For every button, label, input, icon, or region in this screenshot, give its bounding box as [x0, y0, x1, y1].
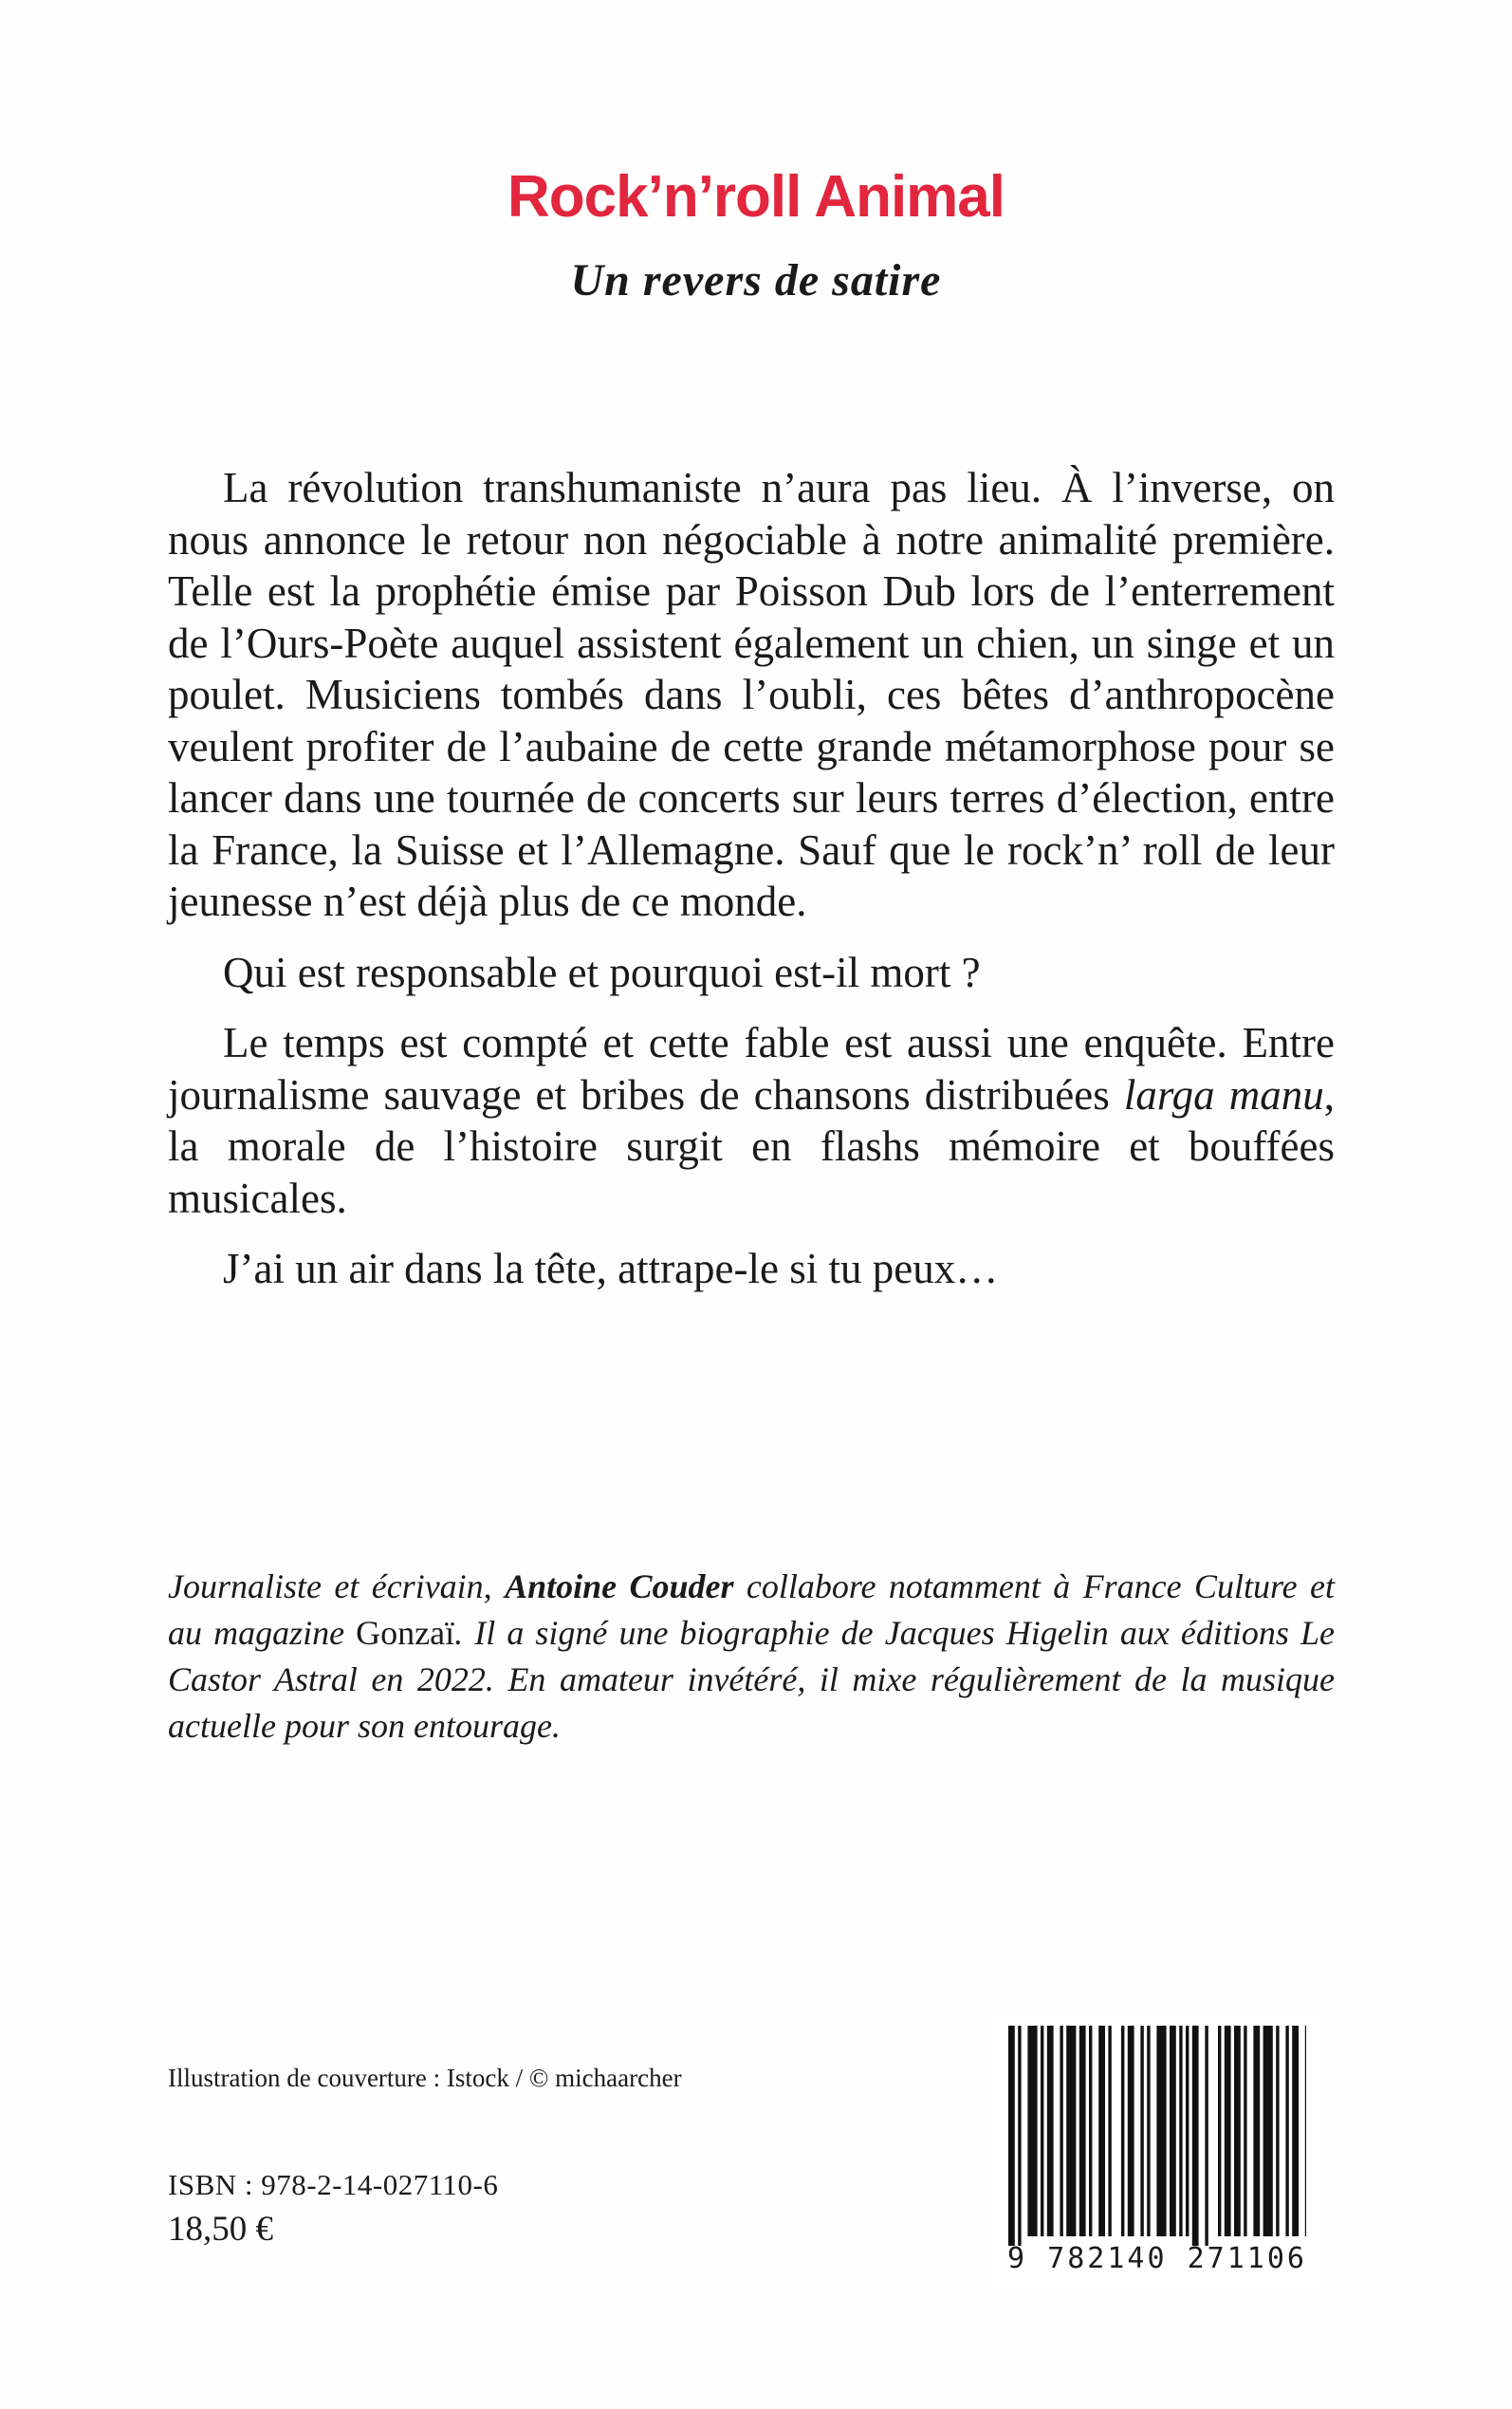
barcode-bar: [1253, 2026, 1260, 2236]
barcode-bar: [1292, 2026, 1299, 2236]
book-subtitle: Un revers de satire: [570, 255, 942, 306]
book-title: Rock’n’roll Animal: [507, 164, 1005, 230]
price: 18,50 €: [168, 2210, 273, 2249]
barcode-bar: [1121, 2026, 1124, 2236]
barcode-bar: [1108, 2026, 1111, 2236]
barcode-bar: [1147, 2026, 1150, 2236]
blurb-paragraph-4: J’ai un air dans la tête, attrape-le si tu peux…: [223, 1245, 999, 1292]
barcode-bar: [1027, 2026, 1037, 2236]
barcode-bar: [1060, 2026, 1062, 2236]
barcode: [991, 2016, 1323, 2291]
author-name: Antoine Couder: [505, 1567, 734, 1605]
barcode-bar: [1140, 2026, 1143, 2236]
barcode-bar: [1098, 2026, 1105, 2236]
barcode-bar: [1192, 2026, 1199, 2246]
barcode-bar: [1128, 2026, 1134, 2236]
barcode-bar: [1263, 2026, 1273, 2236]
blurb: [168, 462, 1335, 1314]
barcode-bars: [1008, 2026, 1306, 2246]
blurb-paragraph-1: La révolution transhumaniste n’aura pas lieu. À l’inverse, on nous annonce le retour non négociable à notre animalité première. Telle est la prophétie émise par Poisson Dub lors de l’enterrement de l’Ours-Poète auquel assistent également un chien, un singe et un poulet. Musiciens tombés dans l’oubli, ces bêtes d’anthropocène veulent profiter de l’aubaine de cette grande métamorphose pour se lancer dans une tournée de concerts sur leurs terres d’élection, entre la France, la Suisse et l’Allemagne. Sauf que le rock’n’ roll de leur jeunesse n’est déjà plus de ce monde.: [168, 464, 1335, 925]
blurb-paragraph-3: [168, 1017, 1335, 1224]
barcode-bar: [1244, 2026, 1246, 2236]
barcode-bar: [1305, 2026, 1306, 2236]
barcode-bar: [1066, 2026, 1076, 2236]
bio-end: . Il a signé une biographie de Jacques Higelin aux éditions Le Castor Astral en 2022. En amateur invétéré, il mixe régulièrement de la musique actuelle pour son entourage.: [168, 1614, 1335, 1745]
barcode-bar: [1225, 2026, 1231, 2236]
barcode-bar: [1276, 2026, 1279, 2236]
illustration-credit: Illustration de couverture : Istock / © michaarcher: [168, 2064, 682, 2092]
blurb-p3-start: Le temps est compté et cette fable est aussi une enquête. Entre journalisme sauvage et bribes de chansons distribuées: [168, 1019, 1335, 1119]
blurb-p3-latin: larga manu: [1123, 1070, 1324, 1119]
barcode-bar: [1186, 2026, 1189, 2236]
barcode-bar: [1047, 2026, 1054, 2236]
blurb-p3-end: , la morale de l’histoire surgit en flashs mémoire et bouffées musicales.: [168, 1070, 1336, 1222]
bio-intro: Journaliste et écrivain,: [168, 1567, 506, 1605]
barcode-bar: [1179, 2026, 1182, 2236]
barcode-bar: [1018, 2026, 1021, 2246]
barcode-bar: [1041, 2026, 1043, 2236]
author-bio: [168, 1564, 1335, 1750]
blurb-paragraph-2: Qui est responsable et pourquoi est-il mort ?: [223, 948, 981, 996]
barcode-bar: [1008, 2026, 1015, 2246]
barcode-bar: [1089, 2026, 1092, 2236]
barcode-digits: 9 782140 271106: [1007, 2242, 1307, 2275]
barcode-bar: [1170, 2026, 1176, 2236]
barcode-bar: [1205, 2026, 1208, 2246]
magazine-name: Gonzaï: [356, 1614, 455, 1652]
barcode-bar: [1234, 2026, 1241, 2236]
barcode-bar: [1285, 2026, 1288, 2236]
barcode-bar: [1156, 2026, 1166, 2236]
isbn: ISBN : 978-2-14-027110-6: [168, 2168, 499, 2201]
barcode-bar: [1218, 2026, 1221, 2236]
barcode-bar: [1079, 2026, 1086, 2236]
bio-middle: collabore notamment à France Culture et au magazine: [168, 1567, 1336, 1652]
